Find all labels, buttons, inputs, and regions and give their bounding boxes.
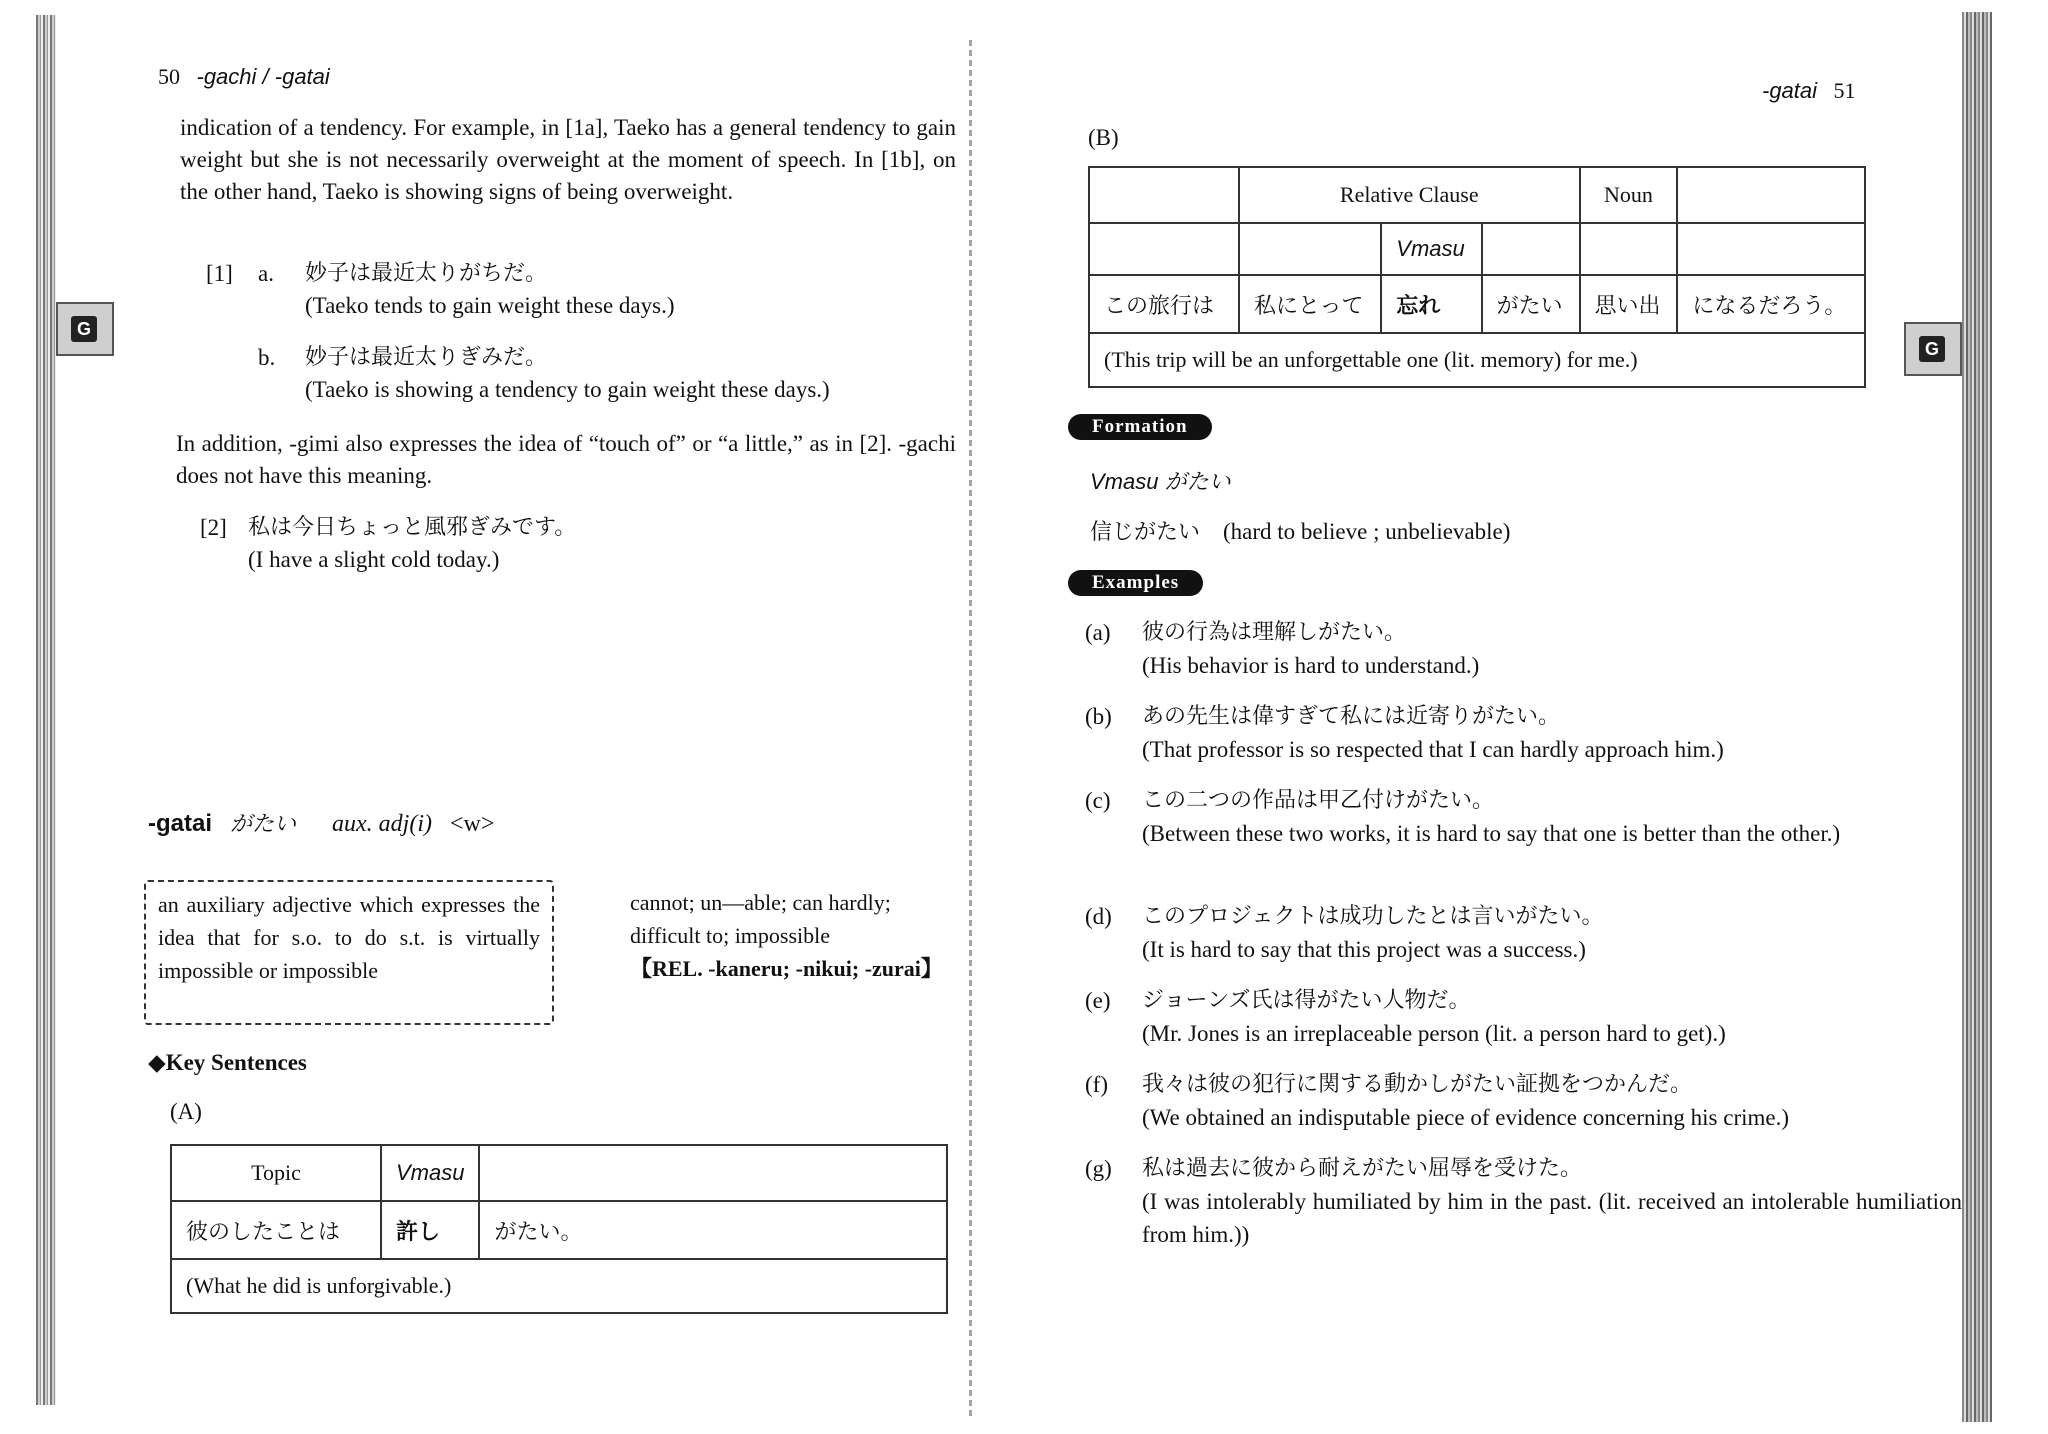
example-label: (g): [1085, 1156, 1112, 1181]
table-b-sub-empty-4: [1580, 223, 1678, 275]
section-tab-right-letter: G: [1919, 336, 1945, 362]
page-number-right: 51: [1833, 78, 1856, 103]
key-sentence-table-b: [1088, 166, 1866, 388]
section-tab-letter: G: [71, 316, 97, 342]
formation-rule: [1090, 466, 1231, 498]
page-header: [158, 64, 330, 90]
table-b-cell-gatai: がたい: [1482, 275, 1580, 333]
example-jp: このプロジェクトは成功したとは言いがたい。: [1142, 904, 1604, 929]
example-jp: 我々は彼の犯行に関する動かしがたい証拠をつかんだ。: [1142, 1072, 1693, 1097]
page-edge-right: [1962, 12, 1992, 1422]
table-b-cell-topic: この旅行は: [1089, 275, 1239, 333]
table-b-sub-vmasu: Vmasu: [1381, 223, 1481, 275]
example-label: (d): [1085, 904, 1112, 929]
formation-example-jp: 信じがたい: [1090, 520, 1201, 545]
example-jp: ジョーンズ氏は得がたい人物だ。: [1142, 988, 1471, 1013]
example-1b-jp: 妙子は最近太りぎみだ。: [305, 345, 548, 370]
book-spine: [969, 40, 972, 1420]
formation-badge: Formation: [1068, 414, 1212, 440]
table-b-cell-noun: 思い出: [1580, 275, 1678, 333]
entry-word: -gatai: [148, 810, 213, 837]
section-tab: [56, 302, 114, 356]
example-label: (b): [1085, 704, 1112, 729]
example-en: (It is hard to say that this project was a success.): [1142, 937, 1586, 962]
table-a-header-topic: Topic: [171, 1145, 381, 1201]
left-page: [0, 0, 1000, 1434]
meanings: cannot; un—able; can hardly; difficult to; impossible: [630, 890, 891, 948]
key-sentences-heading: ◆Key Sentences: [148, 1050, 307, 1075]
page-number: 50: [158, 64, 180, 89]
example-label: (f): [1085, 1072, 1108, 1097]
example-1a: [305, 258, 674, 322]
example-1b-label: b.: [258, 345, 276, 370]
example-en: (I was intolerably humiliated by him in the past. (lit. received an intolerable humiliation from him.)): [1142, 1189, 1962, 1247]
table-a-cell-topic: 彼のしたことは: [171, 1201, 381, 1259]
example-1-label: [1]: [206, 261, 233, 286]
example-en: (That professor is so respected that I can hardly approach him.): [1142, 737, 1724, 762]
formation-example-en: (hard to believe ; unbelievable): [1223, 519, 1511, 544]
example-jp: 彼の行為は理解しがたい。: [1142, 620, 1407, 645]
example-label: (e): [1085, 988, 1111, 1013]
definition-box: an auxiliary adjective which expresses the idea that for s.o. to do s.t. is virtually impossible or impossible: [144, 880, 554, 1025]
table-a-label: (A): [170, 1099, 202, 1124]
example-2: [248, 512, 576, 576]
table-b-sub-empty-2: [1239, 223, 1381, 275]
table-b-cell-for-me: 私にとって: [1239, 275, 1381, 333]
example-jp: あの先生は偉すぎて私には近寄りがたい。: [1142, 704, 1561, 729]
formation-example: [1090, 516, 1510, 549]
example-1a-en: (Taeko tends to gain weight these days.): [305, 293, 675, 318]
example-en: (Between these two works, it is hard to say that one is better than the other.): [1142, 821, 1841, 846]
examples-badge: Examples: [1068, 570, 1203, 596]
table-a-translation: (What he did is unforgivable.): [171, 1259, 947, 1313]
example-jp: この二つの作品は甲乙付けがたい。: [1142, 788, 1495, 813]
table-b-label: (B): [1088, 125, 1119, 150]
table-b-translation: (This trip will be an unforgettable one (lit. memory) for me.): [1089, 333, 1865, 387]
example-2-label: [2]: [200, 515, 227, 540]
intro-paragraph: indication of a tendency. For example, in [1a], Taeko has a general tendency to gain weight but she is not necessarily overweight at the moment of speech. In [1b], on the other hand, Taeko is showing signs of being overweight.: [180, 115, 956, 204]
entry-tag: <w>: [450, 811, 495, 837]
running-title-right: -gatai: [1762, 78, 1818, 103]
example-1b-en: (Taeko is showing a tendency to gain weight these days.): [305, 377, 830, 402]
table-b-sub-empty-1: [1089, 223, 1239, 275]
entry-jp: がたい: [230, 812, 297, 837]
table-b-header-empty-1: [1089, 167, 1239, 223]
example-2-en: (I have a slight cold today.): [248, 547, 500, 572]
addition-paragraph: In addition, -gimi also expresses the idea of “touch of” or “a little,” as in [2]. -gachi does not have this meaning.: [176, 431, 956, 488]
running-title: -gachi / -gatai: [196, 64, 330, 89]
table-a-header-vmasu: Vmasu: [381, 1145, 479, 1201]
table-b-sub-empty-5: [1677, 223, 1865, 275]
example-en: (His behavior is hard to understand.): [1142, 653, 1480, 678]
entry-pos: aux. adj(i): [332, 811, 433, 837]
table-b-cell-predicate: になるだろう。: [1677, 275, 1865, 333]
meanings-block: [630, 886, 950, 985]
table-a-cell-verb: 許し: [381, 1201, 479, 1259]
example-jp: 私は過去に彼から耐えがたい屈辱を受けた。: [1142, 1156, 1583, 1181]
key-sentence-table-a: [170, 1144, 948, 1314]
formation-rule-text: Vmasu がたい: [1090, 469, 1231, 494]
example-label: (a): [1085, 620, 1111, 645]
entry-heading: [148, 807, 494, 838]
example-2-jp: 私は今日ちょっと風邪ぎみです。: [248, 515, 577, 540]
example-1a-jp: 妙子は最近太りがちだ。: [305, 261, 548, 286]
example-1a-label: a.: [258, 261, 274, 286]
page-header-right: [1762, 78, 1856, 104]
example-label: (c): [1085, 788, 1111, 813]
table-b-header-noun: Noun: [1580, 167, 1678, 223]
table-b-header-empty-2: [1677, 167, 1865, 223]
table-b-sub-empty-3: [1482, 223, 1580, 275]
section-tab-right: [1904, 322, 1962, 376]
example-en: (Mr. Jones is an irreplaceable person (lit. a person hard to get).): [1142, 1021, 1726, 1046]
example-1b: [305, 342, 830, 406]
table-b-header-relative-clause: Relative Clause: [1239, 167, 1580, 223]
table-b-cell-verb: 忘れ: [1381, 275, 1481, 333]
page-edge: [36, 15, 56, 1405]
table-a-cell-gatai: がたい。: [479, 1201, 947, 1259]
related-items: 【REL. -kaneru; -nikui; -zurai】: [630, 956, 943, 981]
table-a-header-empty: [479, 1145, 947, 1201]
example-en: (We obtained an indisputable piece of evidence concerning his crime.): [1142, 1105, 1789, 1130]
